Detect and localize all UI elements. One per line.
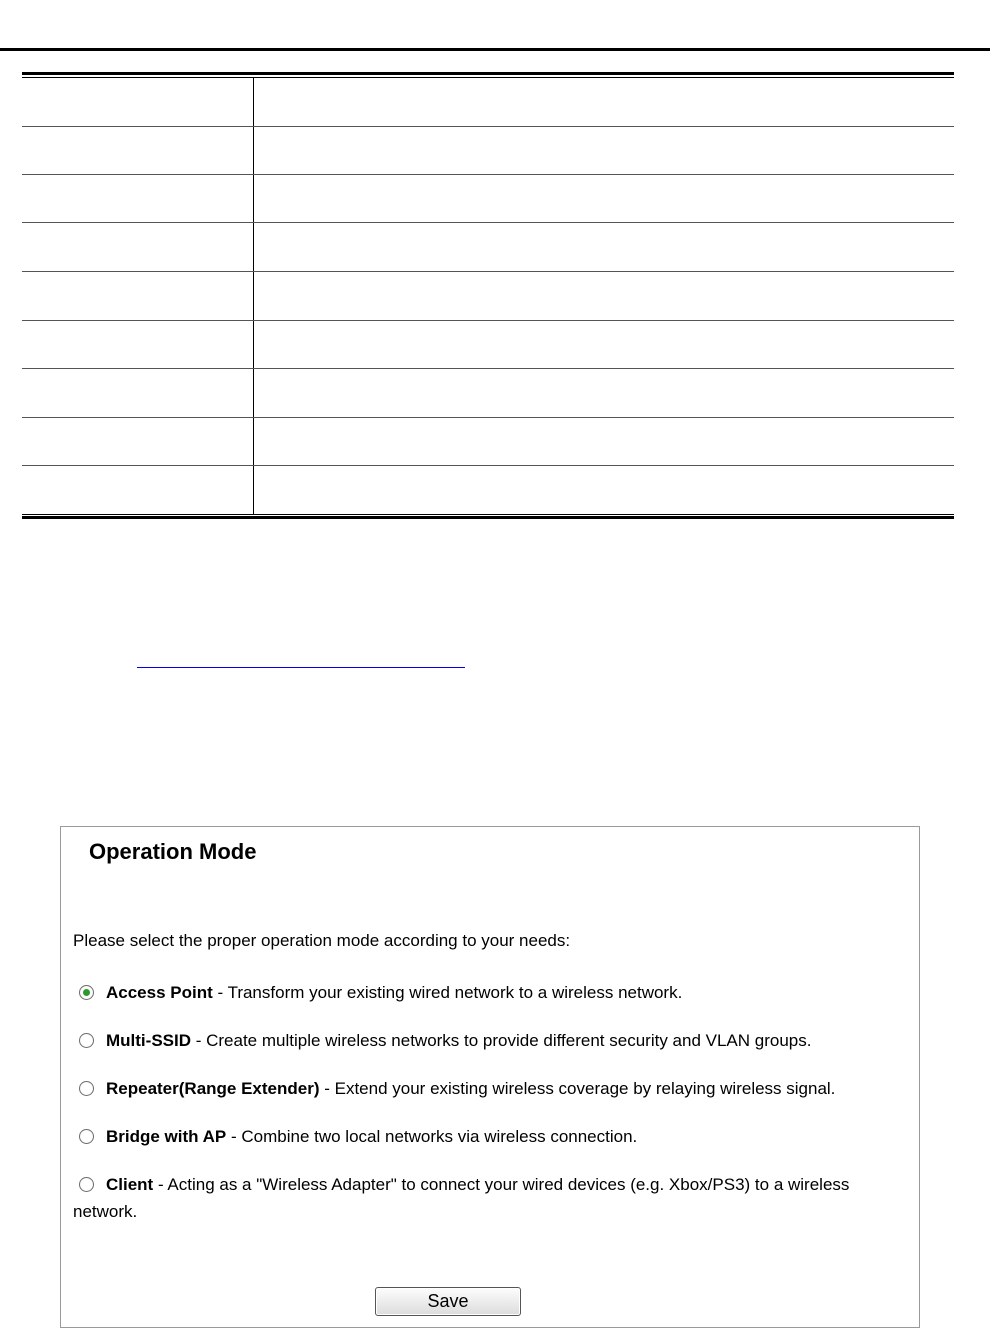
radio-multi-ssid[interactable] — [79, 1033, 94, 1048]
table-row-divider — [22, 465, 954, 466]
radio-repeater[interactable] — [79, 1081, 94, 1096]
save-button[interactable]: Save — [375, 1287, 521, 1316]
table-bottom-rule — [22, 516, 954, 519]
option-multi-ssid[interactable] — [79, 1027, 917, 1054]
operation-mode-panel — [60, 826, 920, 1328]
option-label: Repeater(Range Extender) — [106, 1079, 320, 1098]
option-label: Multi-SSID — [106, 1031, 191, 1050]
table-row-divider — [22, 222, 954, 223]
option-label: Bridge with AP — [106, 1127, 227, 1146]
table-column-divider — [253, 78, 254, 514]
option-description: - Acting as a "Wireless Adapter" to connect your wired devices (e.g. Xbox/PS3) to a wireless network. — [73, 1175, 850, 1221]
table-row-divider — [22, 174, 954, 175]
table-row-divider — [22, 271, 954, 272]
table-row-divider — [22, 320, 954, 321]
panel-instruction: Please select the proper operation mode according to your needs: — [73, 931, 571, 950]
option-label: Client — [106, 1175, 154, 1194]
table-top-rule-inner — [22, 77, 954, 78]
option-description: - Combine two local networks via wireless connection. — [226, 1127, 638, 1146]
document-link-underline[interactable] — [137, 666, 465, 668]
radio-bridge-with-ap[interactable] — [79, 1129, 94, 1144]
option-description: - Create multiple wireless networks to provide different security and VLAN groups. — [191, 1031, 812, 1050]
option-description: - Extend your existing wireless coverage by relaying wireless signal. — [319, 1079, 836, 1098]
option-access-point[interactable] — [79, 979, 917, 1006]
radio-access-point[interactable] — [79, 985, 94, 1000]
panel-title: Operation Mode — [89, 839, 257, 864]
option-client[interactable] — [73, 1171, 913, 1225]
table-row-divider — [22, 368, 954, 369]
table-row-divider — [22, 126, 954, 127]
option-bridge-with-ap[interactable] — [79, 1123, 917, 1150]
option-label: Access Point — [106, 983, 213, 1002]
table-row-divider — [22, 417, 954, 418]
table-top-rule — [22, 72, 954, 75]
radio-client[interactable] — [79, 1177, 94, 1192]
option-description: - Transform your existing wired network to a wireless network. — [212, 983, 683, 1002]
page-header-rule — [0, 48, 990, 51]
option-repeater[interactable] — [79, 1075, 917, 1102]
table-bottom-rule-inner — [22, 514, 954, 515]
